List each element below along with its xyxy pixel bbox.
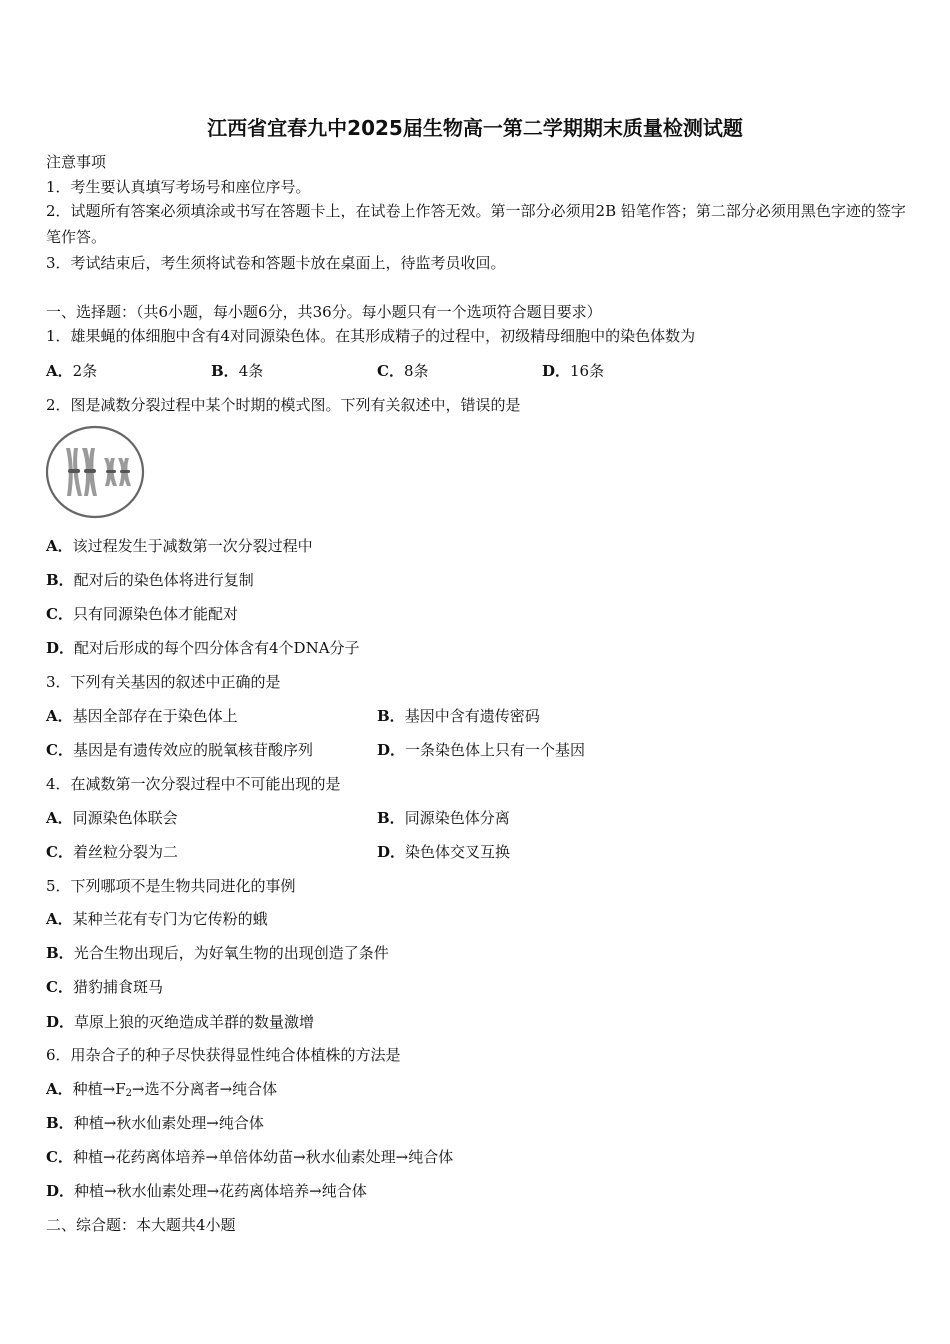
q5-option-d: D．草原上狼的灭绝造成羊群的数量激增 — [46, 1013, 315, 1031]
notice-item-3: 3．考试结束后，考生须将试卷和答题卡放在桌面上，待监考员收回。 — [46, 254, 506, 272]
q3-option-a: A．基因全部存在于染色体上 — [46, 707, 238, 725]
notice-item-2: 2．试题所有答案必须填涂或书写在答题卡上，在试卷上作答无效。第一部分必须用2B 铅笔作答；第二部分必须用黑色字迹的签字笔作答。 — [46, 202, 906, 246]
q2-option-c: C．只有同源染色体才能配对 — [46, 605, 238, 623]
question-4-stem: 4．在减数第一次分裂过程中不可能出现的是 — [46, 775, 341, 793]
q4-option-b: B．同源染色体分离 — [377, 809, 510, 827]
q5-option-a: A．某种兰花有专门为它传粉的蛾 — [46, 910, 268, 928]
q1-option-c: C．8条 — [377, 362, 429, 380]
q6-option-c: C．种植→花药离体培养→单倍体幼苗→秋水仙素处理→纯合体 — [46, 1148, 454, 1166]
section-1-heading: 一、选择题：（共6小题，每小题6分，共36分。每小题只有一个选项符合题目要求） — [46, 303, 602, 321]
q6-option-a: A．种植$\to F_2\to$选不分离者→纯合体 — [46, 1080, 278, 1099]
question-1-stem: 1．雄果蝇的体细胞中含有4对同源染色体。在其形成精子的过程中，初级精母细胞中的染色体数为 — [46, 327, 696, 345]
q3-option-b: B．基因中含有遗传密码 — [377, 707, 540, 725]
q4-option-a: A．同源染色体联会 — [46, 809, 178, 827]
q5-option-c: C．猎豹捕食斑马 — [46, 978, 163, 996]
q6-option-d: D．种植→秋水仙素处理→花药离体培养→纯合体 — [46, 1182, 367, 1200]
question-3-stem: 3．下列有关基因的叙述中正确的是 — [46, 673, 281, 691]
question-6-stem: 6．用杂合子的种子尽快获得显性纯合体植株的方法是 — [46, 1046, 401, 1064]
q3-option-c: C．基因是有遗传效应的脱氧核苷酸序列 — [46, 741, 313, 759]
q1-option-d: D．16条 — [542, 362, 605, 380]
q4-option-c: C．着丝粒分裂为二 — [46, 843, 178, 861]
notice-heading: 注意事项 — [46, 153, 107, 171]
section-2-heading: 二、综合题：本大题共4小题 — [46, 1216, 236, 1234]
meiosis-tetrad-figure — [44, 424, 146, 520]
question-2-stem: 2．图是减数分裂过程中某个时期的模式图。下列有关叙述中，错误的是 — [46, 396, 521, 414]
q5-option-b: B．光合生物出现后，为好氧生物的出现创造了条件 — [46, 944, 389, 962]
q3-option-d: D．一条染色体上只有一个基因 — [377, 741, 586, 759]
q4-option-d: D．染色体交叉互换 — [377, 843, 511, 861]
q6-option-b: B．种植→秋水仙素处理→纯合体 — [46, 1114, 264, 1132]
q1-option-b: B．4条 — [211, 362, 264, 380]
q1-option-a: A．2条 — [46, 362, 98, 380]
q2-option-d: D．配对后形成的每个四分体含有4个DNA分子 — [46, 639, 360, 657]
document-title: 江西省宜春九中2025届生物高一第二学期期末质量检测试题 — [207, 116, 743, 140]
notice-item-1: 1．考生要认真填写考场号和座位序号。 — [46, 178, 311, 196]
question-5-stem: 5．下列哪项不是生物共同进化的事例 — [46, 877, 296, 895]
q2-option-a: A．该过程发生于减数第一次分裂过程中 — [46, 537, 313, 555]
q2-option-b: B．配对后的染色体将进行复制 — [46, 571, 254, 589]
